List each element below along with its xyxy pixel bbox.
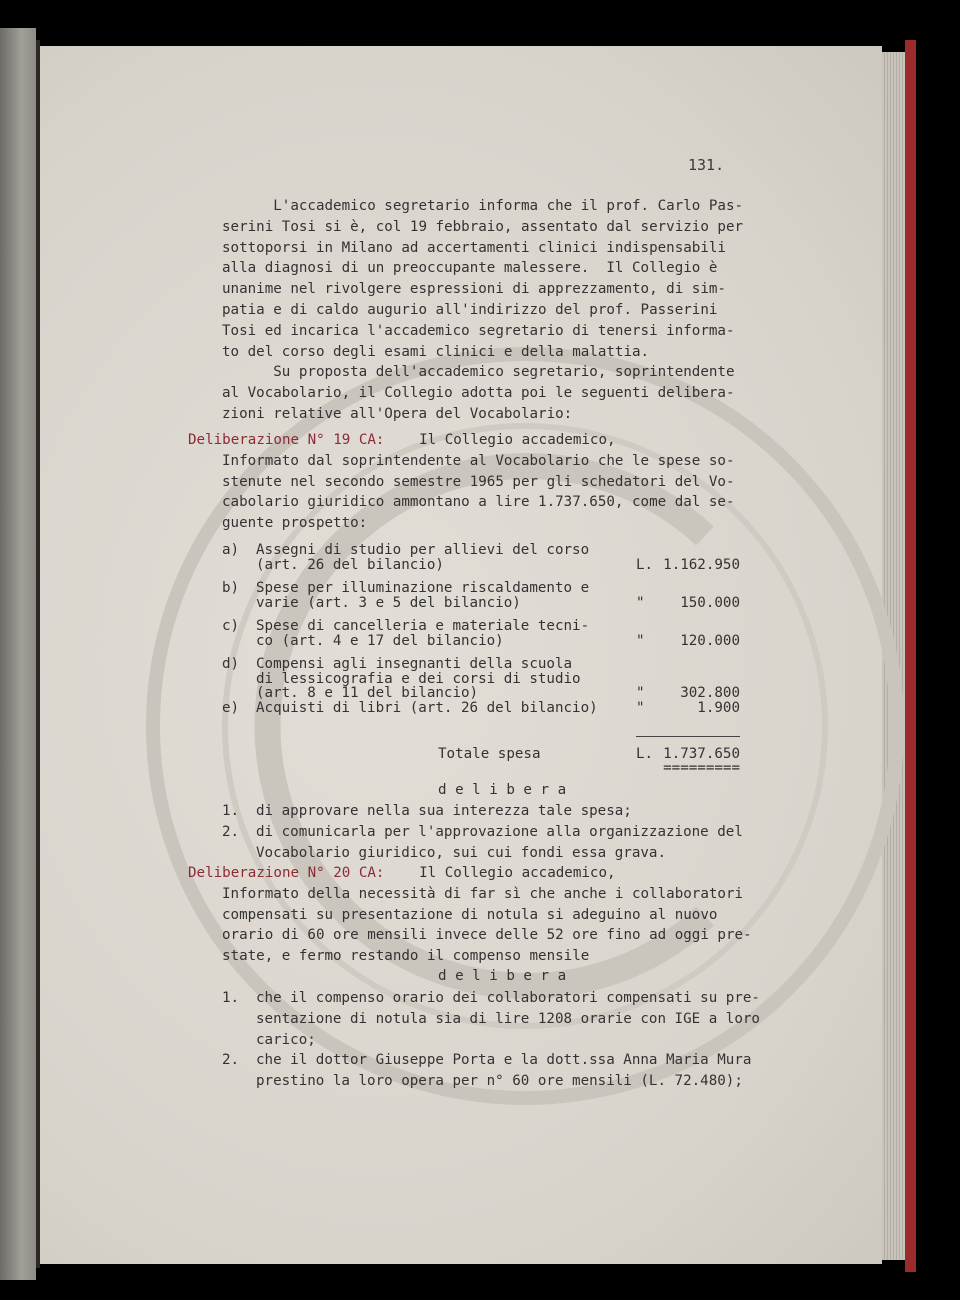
deliberation-20-heading-text: Il Collegio accademico, xyxy=(402,865,616,881)
body-text-line: unanime nel rivolgere espressioni di apprezzamento, di sim- xyxy=(222,281,726,298)
resolution-number: 1. xyxy=(222,803,240,819)
body-text-line: stenute nel secondo semestre 1965 per gli schedatori del Vo- xyxy=(222,473,735,490)
resolution-text: che il compenso orario dei collaboratori compensati su pre- xyxy=(256,990,760,1006)
expense-item-letter: b) xyxy=(222,580,240,596)
body-text-line: Su proposta dell'accademico segretario, soprintendente xyxy=(222,364,735,381)
resolution-text: di approvare nella sua interezza tale spesa; xyxy=(256,803,632,819)
body-text-line: sottoporsi in Milano ad accertamenti clinici indispensabili xyxy=(222,239,726,256)
total-rule xyxy=(636,736,740,737)
body-text-line: Tosi ed incarica l'accademico segretario di tenersi informa- xyxy=(222,322,735,339)
deliberation-19-heading-text: Il Collegio accademico, xyxy=(402,432,616,448)
body-text-line: patia e di caldo augurio all'indirizzo del prof. Passerini xyxy=(222,302,718,318)
body-text-line: cabolario giuridico ammontano a lire 1.737.650, come dal se- xyxy=(222,494,735,511)
body-text-line: state, e fermo restando il compenso mensile xyxy=(222,948,590,965)
expense-item-description: Compensi agli insegnanti della scuola xyxy=(256,656,573,672)
expense-item-description: Spese di cancelleria e materiale tecni- xyxy=(256,618,590,634)
resolution-text: carico; xyxy=(256,1031,316,1048)
delibera-heading: d e l i b e r a xyxy=(438,782,567,798)
total-label: Totale spesa xyxy=(438,746,541,762)
expense-item-amount: 150.000 xyxy=(680,594,740,611)
body-text-line: compensati su presentazione di notula si adeguino al nuovo xyxy=(222,906,718,923)
resolution-number: 2. xyxy=(222,823,240,840)
expense-item-amount: 302.800 xyxy=(680,685,740,701)
expense-item-description: Assegni di studio per allievi del corso xyxy=(256,542,590,558)
resolution-text: sentazione di notula sia di lire 1208 orarie con IGE a loro xyxy=(256,1010,760,1027)
expense-item-currency: L. xyxy=(636,556,654,573)
resolution-text: che il dottor Giuseppe Porta e la dott.ssa Anna Maria Mura xyxy=(256,1052,752,1069)
total-double-underline: ========= xyxy=(663,760,740,776)
expense-item-description: varie (art. 3 e 5 del bilancio) xyxy=(256,594,521,611)
resolution-text: Vocabolario giuridico, sui cui fondi essa grava. xyxy=(256,844,666,861)
body-text-line: Informato dal soprintendente al Vocabolario che le spese so- xyxy=(222,452,735,469)
body-text-line: alla diagnosi di un preoccupante malessere. Il Collegio è xyxy=(222,260,718,277)
expense-item-currency: " xyxy=(636,594,645,611)
facing-page-edge xyxy=(0,28,36,1280)
expense-item-amount: 1.162.950 xyxy=(663,556,740,573)
resolution-text: prestino la loro opera per n° 60 ore mensili (L. 72.480); xyxy=(256,1073,743,1090)
resolution-text: di comunicarla per l'approvazione alla organizzazione del xyxy=(256,823,743,840)
expense-item-letter: d) xyxy=(222,656,240,672)
expense-item-amount: 120.000 xyxy=(680,632,740,649)
expense-item-description: Spese per illuminazione riscaldamento e xyxy=(256,580,590,596)
body-text-line: zioni relative all'Opera del Vocabolario: xyxy=(222,406,573,422)
body-text-line: al Vocabolario, il Collegio adotta poi le seguenti delibera- xyxy=(222,385,735,402)
body-text-line: L'accademico segretario informa che il prof. Carlo Pas- xyxy=(222,198,744,214)
body-text-line: guente prospetto: xyxy=(222,515,368,532)
expense-item-description: co (art. 4 e 17 del bilancio) xyxy=(256,632,504,649)
delibera-heading: d e l i b e r a xyxy=(438,968,567,984)
expense-item-description: (art. 26 del bilancio) xyxy=(256,556,444,573)
resolution-number: 1. xyxy=(222,990,240,1006)
expense-item-description: Acquisti di libri (art. 26 del bilancio) xyxy=(256,700,598,716)
page-number: 131. xyxy=(688,156,725,174)
expense-item-description: di lessicografia e dei corsi di studio xyxy=(256,670,581,687)
red-book-cover xyxy=(905,40,916,1272)
expense-item-letter: a) xyxy=(222,542,240,558)
expense-item-currency: " xyxy=(636,685,645,701)
expense-item-amount: 1.900 xyxy=(697,700,740,716)
total-amount: 1.737.650 xyxy=(663,746,740,762)
deliberation-20-heading: Deliberazione N° 20 CA: xyxy=(188,865,385,881)
total-currency: L. xyxy=(636,746,654,762)
expense-item-letter: e) xyxy=(222,700,240,716)
expense-item-description: (art. 8 e 11 del bilancio) xyxy=(256,685,479,701)
expense-item-letter: c) xyxy=(222,618,240,634)
body-text-line: serini Tosi si è, col 19 febbraio, assentato dal servizio per xyxy=(222,218,744,235)
deliberation-19-heading: Deliberazione N° 19 CA: xyxy=(188,432,385,448)
body-text-line: Informato della necessità di far sì che anche i collaboratori xyxy=(222,885,744,902)
body-text-line: orario di 60 ore mensili invece delle 52 ore fino ad oggi pre- xyxy=(222,927,752,944)
expense-item-currency: " xyxy=(636,632,645,649)
resolution-number: 2. xyxy=(222,1052,240,1069)
expense-item-currency: " xyxy=(636,700,645,716)
body-text-line: to del corso degli esami clinici e della malattia. xyxy=(222,343,650,360)
